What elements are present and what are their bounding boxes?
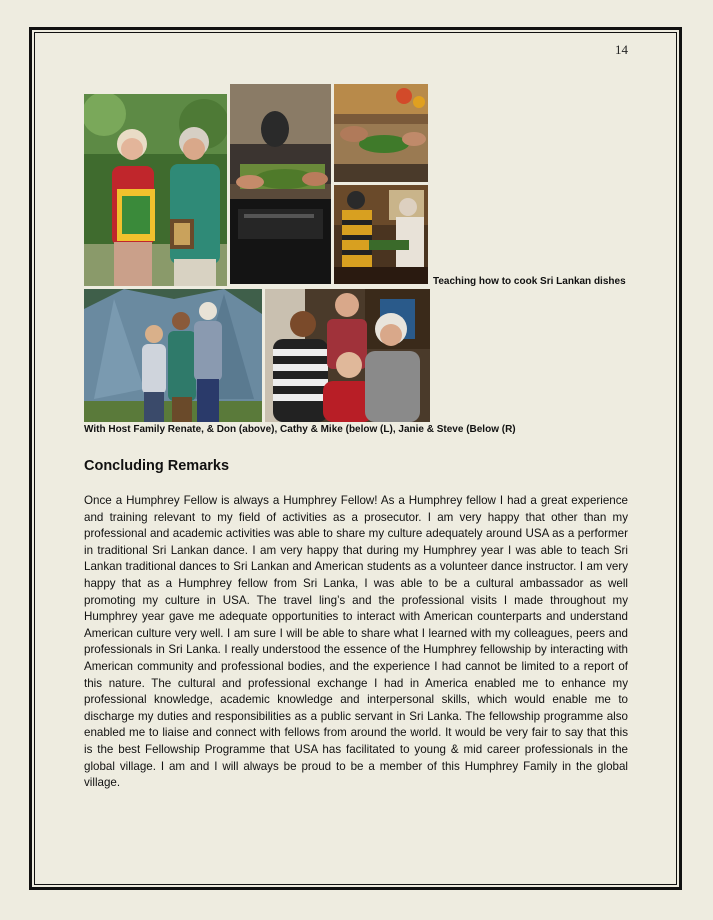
host-family-caption: With Host Family Renate, & Don (above), Cathy & Mike (below (L), Janie & Steve (Below (R)	[84, 424, 516, 435]
chopping-herbs-photo	[334, 84, 428, 182]
page-number: 14	[615, 42, 628, 57]
janie-steve-photo	[265, 289, 430, 422]
renate-don-photo	[84, 94, 227, 286]
cooking-caption: Teaching how to cook Sri Lankan dishes	[433, 276, 626, 287]
section-heading: Concluding Remarks	[84, 458, 230, 474]
cooking-herbs-photo	[230, 84, 331, 284]
concluding-remarks-paragraph: Once a Humphrey Fellow is always a Humphrey Fellow! As a Humphrey fellow I had a great experience and training relevant to my field of activities as a prosecutor. I am very happy that other than my professional and academic activities was able to share my culture adequately around USA as a performer in traditional Sri Lankan dance. I am very happy that during my Humphrey year I was able to teach Sri Lankan traditional dances to Sri Lankan and American students as a volunteer dance instructor. I am very happy that as a Humphrey fellow from Sri Lanka, I was able to be a cultural ambassador as well promoting my culture in USA. The travel ling’s and the professional visits I made throughout my Humphrey year gave me adequate opportunities to interact with American counterparts and understand American culture very well. I am sure I will be able to share what I learned with my colleagues, peers and professionals in Sri Lanka. I really understood the essence of the Humphrey fellowship by interacting with American community and professional bodies, and the experience I had cannot be limited to a report of this nature. The cultural and professional exchange I had in America enabled me to enhance my professional knowledge, academic knowledge and interpersonal skills, which would enable me to discharge my duties and responsibilities as a public servant in Sri Lanka. The fellowship programme also enabled me to liaise and connect with fellows from around the world. It would be very fair to say that this is the best Fellowship Programme that USA has facilitated to young & mid career professionals in the global village. I am and I will always be proud to be a member of this Humphrey Family in the global village.	[84, 494, 628, 790]
cathy-mike-photo	[84, 289, 262, 422]
kitchen-stove-photo	[334, 185, 428, 284]
